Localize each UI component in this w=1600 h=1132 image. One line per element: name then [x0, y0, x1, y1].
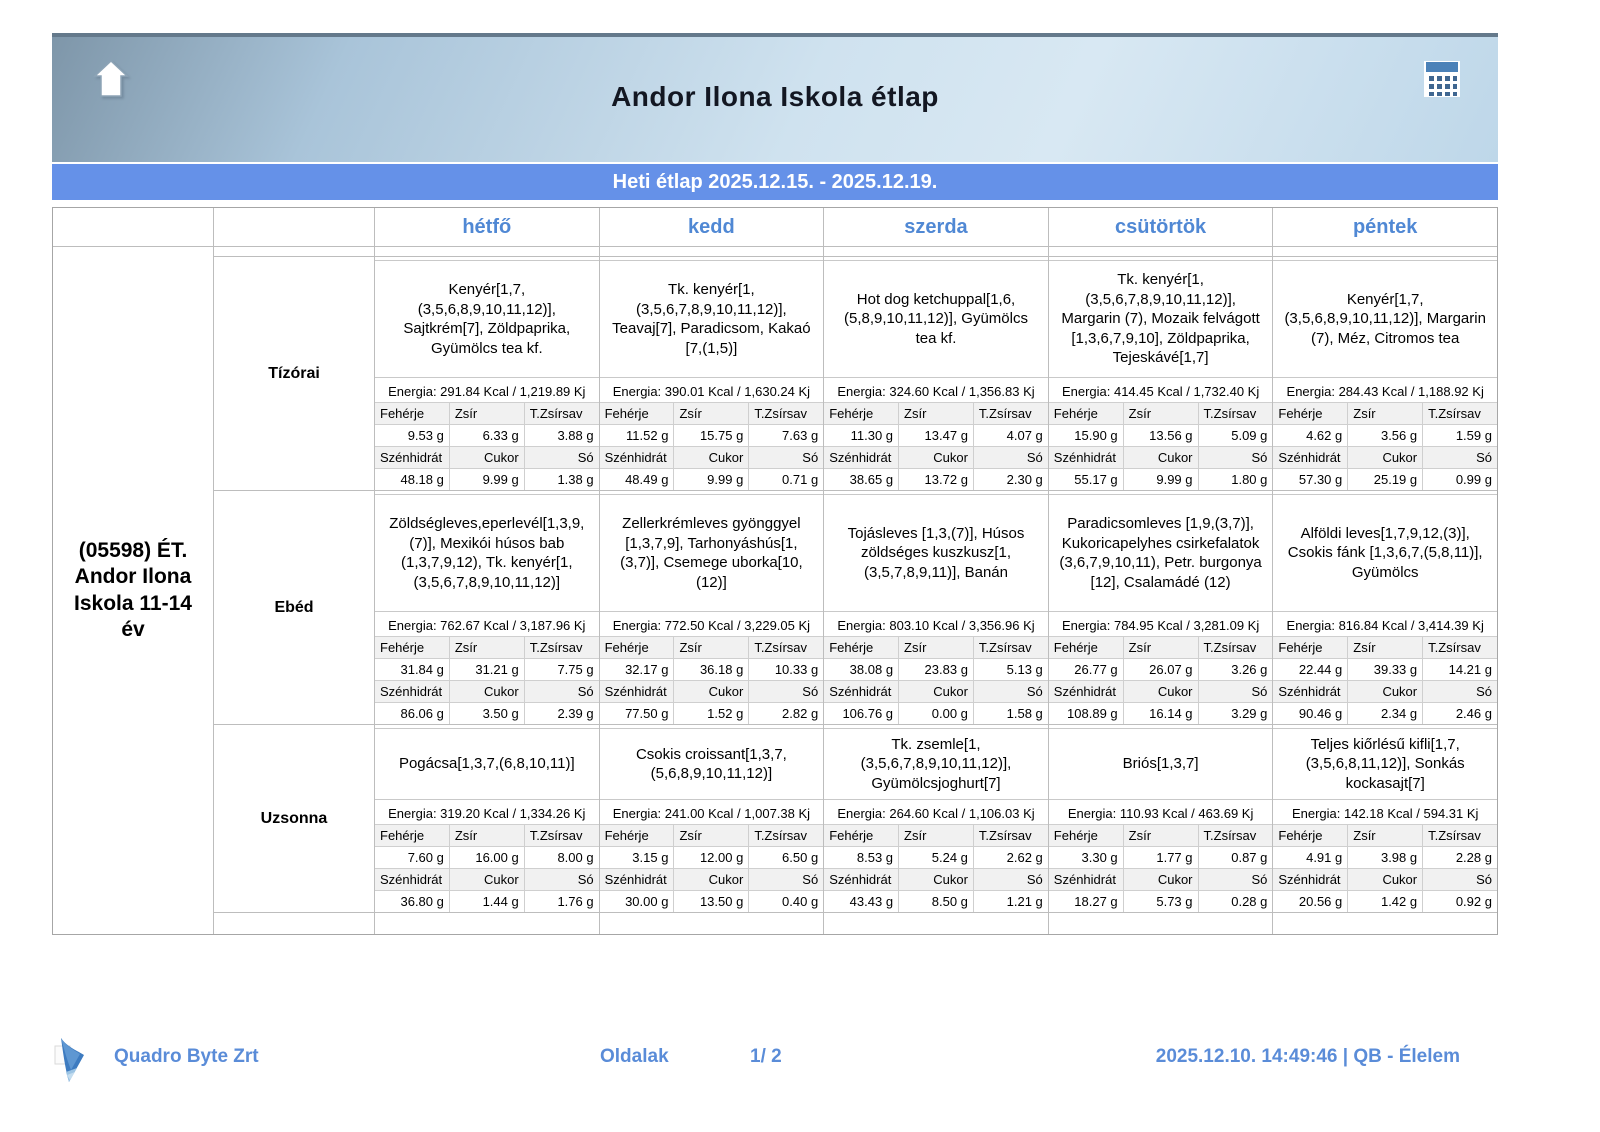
- nutrient-value-cukor: 0.00 g: [899, 703, 973, 724]
- nutrient-table: [824, 803, 1048, 912]
- nutrient-value-cukor: 5.73 g: [1124, 891, 1198, 912]
- nutrient-value-feherje: 11.52 g: [600, 425, 674, 446]
- nutrient-header-szenhidrat: Szénhidrát: [600, 681, 674, 702]
- nutrient-value-zsir: 26.07 g: [1124, 659, 1198, 680]
- nutrient-value-szenhidrat: 43.43 g: [824, 891, 898, 912]
- nutrient-table: [1273, 803, 1497, 912]
- table-bottom-cell: [600, 913, 824, 934]
- nutrient-header-zsir: Zsír: [674, 403, 748, 424]
- energia-row: Energia: 414.45 Kcal / 1,732.40 Kj: [1049, 381, 1273, 402]
- nutrient-header-cukor: Cukor: [674, 681, 748, 702]
- nutrient-value-so: 2.39 g: [525, 703, 599, 724]
- group-label-cell: (05598) ÉT. Andor Ilona Iskola 11-14 év: [53, 247, 213, 934]
- nutrient-value-szenhidrat: 77.50 g: [600, 703, 674, 724]
- nutrient-header-zsir: Zsír: [1348, 825, 1422, 846]
- nutrient-header-so: Só: [1423, 869, 1497, 890]
- nutrient-header-feherje: Fehérje: [824, 825, 898, 846]
- menu-table: [52, 207, 1498, 935]
- nutrient-table: [1273, 381, 1497, 490]
- meal-label-ebed: Ebéd: [214, 491, 374, 724]
- nutrient-table: [1049, 803, 1273, 912]
- nutrient-table: [600, 803, 824, 912]
- meal-description: Hot dog ketchuppal[1,6, (5,8,9,10,11,12)], Gyümölcs tea kf.: [824, 260, 1048, 378]
- nutrient-header-so: Só: [749, 681, 823, 702]
- footer-page-number: 1/ 2: [750, 1046, 782, 1067]
- nutrient-value-szenhidrat: 36.80 g: [375, 891, 449, 912]
- nutrient-header-feherje: Fehérje: [824, 403, 898, 424]
- nutrient-header-tzsirsav: T.Zsírsav: [1199, 825, 1273, 846]
- nutrient-header-szenhidrat: Szénhidrát: [1049, 681, 1123, 702]
- nutrient-value-zsir: 3.98 g: [1348, 847, 1422, 868]
- meal-description: Paradicsomleves [1,9,(3,7)], Kukoricapelyhes csirkefalatok (3,6,7,9,10,11), Petr. burgonya [12], Csalamádé (12): [1049, 494, 1273, 612]
- table-corner-cell: [214, 208, 374, 246]
- nutrient-header-feherje: Fehérje: [600, 825, 674, 846]
- nutrient-header-tzsirsav: T.Zsírsav: [1199, 637, 1273, 658]
- day-meal-cell: [824, 725, 1048, 912]
- nutrient-header-tzsirsav: T.Zsírsav: [749, 403, 823, 424]
- nutrient-value-feherje: 26.77 g: [1049, 659, 1123, 680]
- nutrient-value-feherje: 4.62 g: [1273, 425, 1347, 446]
- nutrient-value-cukor: 8.50 g: [899, 891, 973, 912]
- nutrient-header-so: Só: [1423, 681, 1497, 702]
- nutrient-header-szenhidrat: Szénhidrát: [824, 681, 898, 702]
- nutrient-value-feherje: 9.53 g: [375, 425, 449, 446]
- nutrient-header-cukor: Cukor: [450, 869, 524, 890]
- nutrient-header-zsir: Zsír: [899, 403, 973, 424]
- day-meal-cell: [1273, 491, 1497, 724]
- nutrient-value-tzsirsav: 2.28 g: [1423, 847, 1497, 868]
- energia-row: Energia: 142.18 Kcal / 594.31 Kj: [1273, 803, 1497, 824]
- day-meal-cell: [375, 491, 599, 724]
- nutrient-header-zsir: Zsír: [450, 637, 524, 658]
- nutrient-header-cukor: Cukor: [674, 447, 748, 468]
- meal-description: Tk. kenyér[1, (3,5,6,7,8,9,10,11,12)], Teavaj[7], Paradicsom, Kakaó [7,(1,5)]: [600, 260, 824, 378]
- day-header-tuesday: kedd: [600, 208, 824, 246]
- nutrient-header-feherje: Fehérje: [1273, 637, 1347, 658]
- nutrient-header-feherje: Fehérje: [375, 403, 449, 424]
- meal-description: Zöldségleves,eperlevél[1,3,9, (7)], Mexikói húsos bab (1,3,7,9,12), Tk. kenyér[1, (3,5,6,7,8,9,10,11,12)]: [375, 494, 599, 612]
- nutrient-value-so: 2.46 g: [1423, 703, 1497, 724]
- day-meal-cell: [1273, 257, 1497, 490]
- meal-label-tizorai: Tízórai: [214, 257, 374, 490]
- energia-row: Energia: 264.60 Kcal / 1,106.03 Kj: [824, 803, 1048, 824]
- nutrient-header-tzsirsav: T.Zsírsav: [974, 825, 1048, 846]
- nutrient-header-tzsirsav: T.Zsírsav: [1423, 403, 1497, 424]
- nutrient-value-so: 0.40 g: [749, 891, 823, 912]
- nutrient-value-tzsirsav: 3.26 g: [1199, 659, 1273, 680]
- nutrient-value-zsir: 1.77 g: [1124, 847, 1198, 868]
- footer-timestamp: 2025.12.10. 14:49:46 | QB - Élelem: [1155, 1046, 1460, 1067]
- nutrient-value-zsir: 31.21 g: [450, 659, 524, 680]
- nutrient-header-cukor: Cukor: [899, 447, 973, 468]
- nutrient-header-cukor: Cukor: [899, 681, 973, 702]
- nutrient-value-szenhidrat: 18.27 g: [1049, 891, 1123, 912]
- nutrient-table: [375, 381, 599, 490]
- header-underline-strip: [214, 247, 374, 256]
- nutrient-header-zsir: Zsír: [450, 825, 524, 846]
- nutrient-value-feherje: 31.84 g: [375, 659, 449, 680]
- page-title: Andor Ilona Iskola étlap: [611, 81, 939, 112]
- day-meal-cell: [600, 257, 824, 490]
- nutrient-header-cukor: Cukor: [1124, 681, 1198, 702]
- meal-description: Zellerkrémleves gyönggyel [1,3,7,9], Tarhonyáshús[1, (3,7)], Csemege uborka[10, (12)]: [600, 494, 824, 612]
- nutrient-header-szenhidrat: Szénhidrát: [824, 869, 898, 890]
- nutrient-header-szenhidrat: Szénhidrát: [375, 869, 449, 890]
- nutrient-value-so: 0.99 g: [1423, 469, 1497, 490]
- nutrient-value-szenhidrat: 86.06 g: [375, 703, 449, 724]
- nutrient-value-cukor: 9.99 g: [1124, 469, 1198, 490]
- energia-row: Energia: 816.84 Kcal / 3,414.39 Kj: [1273, 615, 1497, 636]
- nutrient-value-so: 1.38 g: [525, 469, 599, 490]
- header-underline-strip: [375, 247, 599, 256]
- energia-row: Energia: 762.67 Kcal / 3,187.96 Kj: [375, 615, 599, 636]
- energia-row: Energia: 291.84 Kcal / 1,219.89 Kj: [375, 381, 599, 402]
- day-meal-cell: [1273, 725, 1497, 912]
- day-meal-cell: [375, 725, 599, 912]
- nutrient-table: [600, 615, 824, 724]
- nutrient-value-cukor: 13.50 g: [674, 891, 748, 912]
- nutrient-value-zsir: 15.75 g: [674, 425, 748, 446]
- nutrient-header-zsir: Zsír: [1124, 825, 1198, 846]
- nutrient-value-cukor: 2.34 g: [1348, 703, 1422, 724]
- nutrient-header-so: Só: [1199, 869, 1273, 890]
- nutrient-header-zsir: Zsír: [1348, 403, 1422, 424]
- nutrient-value-so: 1.80 g: [1199, 469, 1273, 490]
- nutrient-header-tzsirsav: T.Zsírsav: [974, 403, 1048, 424]
- nutrient-value-cukor: 1.42 g: [1348, 891, 1422, 912]
- nutrient-value-zsir: 6.33 g: [450, 425, 524, 446]
- nutrient-value-zsir: 13.56 g: [1124, 425, 1198, 446]
- nutrient-header-cukor: Cukor: [674, 869, 748, 890]
- nutrient-table: [375, 803, 599, 912]
- meal-description: Briós[1,3,7]: [1049, 728, 1273, 800]
- table-bottom-cell: [1049, 913, 1273, 934]
- nutrient-value-szenhidrat: 48.18 g: [375, 469, 449, 490]
- nutrient-header-szenhidrat: Szénhidrát: [600, 447, 674, 468]
- nutrient-value-feherje: 15.90 g: [1049, 425, 1123, 446]
- quadro-byte-logo: [54, 1036, 90, 1089]
- nutrient-table: [1049, 381, 1273, 490]
- nutrient-value-cukor: 13.72 g: [899, 469, 973, 490]
- day-meal-cell: [1049, 257, 1273, 490]
- nutrient-value-feherje: 11.30 g: [824, 425, 898, 446]
- nutrient-header-feherje: Fehérje: [1049, 825, 1123, 846]
- nutrient-header-tzsirsav: T.Zsírsav: [749, 825, 823, 846]
- nutrient-value-feherje: 3.15 g: [600, 847, 674, 868]
- week-range-text: Heti étlap 2025.12.15. - 2025.12.19.: [612, 170, 938, 193]
- nutrient-value-zsir: 5.24 g: [899, 847, 973, 868]
- meal-description: Alföldi leves[1,7,9,12,(3)], Csokis fánk [1,3,6,7,(5,8,11)], Gyümölcs: [1273, 494, 1497, 612]
- day-meal-cell: [600, 725, 824, 912]
- footer-company: Quadro Byte Zrt: [114, 1046, 259, 1067]
- nutrient-header-feherje: Fehérje: [600, 403, 674, 424]
- table-bottom-cell: [1273, 913, 1497, 934]
- nutrient-table: [824, 381, 1048, 490]
- nutrient-header-szenhidrat: Szénhidrát: [1273, 869, 1347, 890]
- nutrient-value-tzsirsav: 5.09 g: [1199, 425, 1273, 446]
- nutrient-value-so: 0.28 g: [1199, 891, 1273, 912]
- day-meal-cell: [824, 257, 1048, 490]
- meal-description: Tk. zsemle[1, (3,5,6,7,8,9,10,11,12)], Gyümölcsjoghurt[7]: [824, 728, 1048, 800]
- nutrient-header-tzsirsav: T.Zsírsav: [1423, 825, 1497, 846]
- nutrient-value-zsir: 36.18 g: [674, 659, 748, 680]
- nutrient-value-cukor: 25.19 g: [1348, 469, 1422, 490]
- nutrient-value-so: 0.71 g: [749, 469, 823, 490]
- nutrient-value-cukor: 9.99 g: [674, 469, 748, 490]
- nutrient-header-feherje: Fehérje: [1049, 637, 1123, 658]
- nutrient-value-zsir: 23.83 g: [899, 659, 973, 680]
- day-header-monday: hétfő: [375, 208, 599, 246]
- nutrient-value-tzsirsav: 1.59 g: [1423, 425, 1497, 446]
- nutrient-value-tzsirsav: 2.62 g: [974, 847, 1048, 868]
- meal-description: Kenyér[1,7, (3,5,6,8,9,10,11,12)], Sajtkrém[7], Zöldpaprika, Gyümölcs tea kf.: [375, 260, 599, 378]
- nutrient-header-cukor: Cukor: [1348, 681, 1422, 702]
- nutrient-value-tzsirsav: 7.75 g: [525, 659, 599, 680]
- nutrient-header-zsir: Zsír: [1348, 637, 1422, 658]
- nutrient-value-feherje: 4.91 g: [1273, 847, 1347, 868]
- header-underline-strip: [1273, 247, 1497, 256]
- nutrient-header-so: Só: [749, 447, 823, 468]
- nutrient-header-tzsirsav: T.Zsírsav: [974, 637, 1048, 658]
- day-header-thursday: csütörtök: [1049, 208, 1273, 246]
- nutrient-value-feherje: 38.08 g: [824, 659, 898, 680]
- nutrient-header-zsir: Zsír: [1124, 637, 1198, 658]
- nutrient-value-tzsirsav: 8.00 g: [525, 847, 599, 868]
- nutrient-value-zsir: 3.56 g: [1348, 425, 1422, 446]
- energia-row: Energia: 772.50 Kcal / 3,229.05 Kj: [600, 615, 824, 636]
- nutrient-header-zsir: Zsír: [1124, 403, 1198, 424]
- nutrient-header-szenhidrat: Szénhidrát: [1049, 869, 1123, 890]
- nutrient-value-feherje: 3.30 g: [1049, 847, 1123, 868]
- nutrient-table: [1273, 615, 1497, 724]
- nutrient-value-cukor: 9.99 g: [450, 469, 524, 490]
- nutrient-header-cukor: Cukor: [1124, 869, 1198, 890]
- nutrient-header-szenhidrat: Szénhidrát: [1049, 447, 1123, 468]
- nutrient-value-szenhidrat: 106.76 g: [824, 703, 898, 724]
- nutrient-value-tzsirsav: 3.88 g: [525, 425, 599, 446]
- nutrient-header-feherje: Fehérje: [600, 637, 674, 658]
- nutrient-header-tzsirsav: T.Zsírsav: [525, 403, 599, 424]
- nutrient-header-feherje: Fehérje: [1273, 403, 1347, 424]
- nutrient-header-tzsirsav: T.Zsírsav: [1199, 403, 1273, 424]
- energia-row: Energia: 241.00 Kcal / 1,007.38 Kj: [600, 803, 824, 824]
- day-meal-cell: [1049, 725, 1273, 912]
- nutrient-header-feherje: Fehérje: [1273, 825, 1347, 846]
- nutrient-header-szenhidrat: Szénhidrát: [375, 447, 449, 468]
- nutrient-header-szenhidrat: Szénhidrát: [824, 447, 898, 468]
- nutrient-header-so: Só: [1199, 447, 1273, 468]
- nutrient-header-cukor: Cukor: [1348, 869, 1422, 890]
- nutrient-value-feherje: 32.17 g: [600, 659, 674, 680]
- nutrient-header-cukor: Cukor: [1124, 447, 1198, 468]
- day-meal-cell: [375, 257, 599, 490]
- nutrient-value-feherje: 7.60 g: [375, 847, 449, 868]
- nutrient-header-szenhidrat: Szénhidrát: [1273, 447, 1347, 468]
- nutrient-value-zsir: 16.00 g: [450, 847, 524, 868]
- nutrient-value-so: 1.21 g: [974, 891, 1048, 912]
- nutrient-table: [824, 615, 1048, 724]
- nutrient-header-cukor: Cukor: [899, 869, 973, 890]
- day-meal-cell: [1049, 491, 1273, 724]
- nutrient-value-feherje: 22.44 g: [1273, 659, 1347, 680]
- nutrient-header-zsir: Zsír: [899, 825, 973, 846]
- nutrient-header-so: Só: [974, 447, 1048, 468]
- energia-row: Energia: 284.43 Kcal / 1,188.92 Kj: [1273, 381, 1497, 402]
- nutrient-header-so: Só: [974, 681, 1048, 702]
- nutrient-header-cukor: Cukor: [1348, 447, 1422, 468]
- page-footer: [52, 1030, 1498, 1100]
- day-header-friday: péntek: [1273, 208, 1497, 246]
- nutrient-header-feherje: Fehérje: [824, 637, 898, 658]
- nutrient-header-cukor: Cukor: [450, 681, 524, 702]
- table-bottom-cell: [375, 913, 599, 934]
- header-underline-strip: [1049, 247, 1273, 256]
- nutrient-header-so: Só: [974, 869, 1048, 890]
- nutrient-value-so: 0.92 g: [1423, 891, 1497, 912]
- energia-row: Energia: 784.95 Kcal / 3,281.09 Kj: [1049, 615, 1273, 636]
- nutrient-header-szenhidrat: Szénhidrát: [1273, 681, 1347, 702]
- nutrient-header-feherje: Fehérje: [375, 825, 449, 846]
- nutrient-header-zsir: Zsír: [674, 637, 748, 658]
- meal-description: Pogácsa[1,3,7,(6,8,10,11)]: [375, 728, 599, 800]
- meal-description: Csokis croissant[1,3,7, (5,6,8,9,10,11,12)]: [600, 728, 824, 800]
- nutrient-table: [600, 381, 824, 490]
- nutrient-value-so: 1.76 g: [525, 891, 599, 912]
- header-banner: [52, 33, 1498, 162]
- nutrient-value-zsir: 39.33 g: [1348, 659, 1422, 680]
- nutrient-header-so: Só: [749, 869, 823, 890]
- meal-description: Tk. kenyér[1, (3,5,6,7,8,9,10,11,12)], Margarin (7), Mozaik felvágott [1,3,6,7,9,10], Zöldpaprika, Tejeskávé[1,7]: [1049, 260, 1273, 378]
- nutrient-header-so: Só: [525, 869, 599, 890]
- nutrient-value-so: 2.30 g: [974, 469, 1048, 490]
- nutrient-value-tzsirsav: 4.07 g: [974, 425, 1048, 446]
- nutrient-table: [1049, 615, 1273, 724]
- nutrient-header-tzsirsav: T.Zsírsav: [525, 825, 599, 846]
- nutrient-value-szenhidrat: 48.49 g: [600, 469, 674, 490]
- footer-pages-label: Oldalak: [600, 1046, 669, 1067]
- energia-row: Energia: 110.93 Kcal / 463.69 Kj: [1049, 803, 1273, 824]
- nutrient-value-so: 2.82 g: [749, 703, 823, 724]
- nutrient-value-szenhidrat: 108.89 g: [1049, 703, 1123, 724]
- nutrient-value-cukor: 3.50 g: [450, 703, 524, 724]
- nutrient-value-tzsirsav: 10.33 g: [749, 659, 823, 680]
- header-underline-strip: [600, 247, 824, 256]
- meal-description: Kenyér[1,7, (3,5,6,8,9,10,11,12)], Margarin (7), Méz, Citromos tea: [1273, 260, 1497, 378]
- nutrient-header-so: Só: [525, 681, 599, 702]
- nutrient-value-szenhidrat: 55.17 g: [1049, 469, 1123, 490]
- energia-row: Energia: 390.01 Kcal / 1,630.24 Kj: [600, 381, 824, 402]
- nutrient-value-so: 1.58 g: [974, 703, 1048, 724]
- nutrient-header-so: Só: [1423, 447, 1497, 468]
- nutrient-value-tzsirsav: 7.63 g: [749, 425, 823, 446]
- nutrient-value-cukor: 1.44 g: [450, 891, 524, 912]
- nutrient-value-cukor: 16.14 g: [1124, 703, 1198, 724]
- energia-row: Energia: 319.20 Kcal / 1,334.26 Kj: [375, 803, 599, 824]
- nutrient-value-zsir: 13.47 g: [899, 425, 973, 446]
- calendar-icon[interactable]: [1422, 59, 1462, 99]
- day-meal-cell: [824, 491, 1048, 724]
- day-header-wednesday: szerda: [824, 208, 1048, 246]
- nutrient-header-tzsirsav: T.Zsírsav: [1423, 637, 1497, 658]
- nutrient-header-cukor: Cukor: [450, 447, 524, 468]
- energia-row: Energia: 803.10 Kcal / 3,356.96 Kj: [824, 615, 1048, 636]
- energia-row: Energia: 324.60 Kcal / 1,356.83 Kj: [824, 381, 1048, 402]
- week-range-bar: [52, 164, 1498, 200]
- nutrient-value-tzsirsav: 6.50 g: [749, 847, 823, 868]
- nutrient-value-szenhidrat: 20.56 g: [1273, 891, 1347, 912]
- nutrient-header-tzsirsav: T.Zsírsav: [525, 637, 599, 658]
- nutrient-header-so: Só: [525, 447, 599, 468]
- nutrient-header-tzsirsav: T.Zsírsav: [749, 637, 823, 658]
- nutrient-value-feherje: 8.53 g: [824, 847, 898, 868]
- nutrient-value-szenhidrat: 57.30 g: [1273, 469, 1347, 490]
- meal-description: Teljes kiőrlésű kifli[1,7, (3,5,6,8,11,12)], Sonkás kockasajt[7]: [1273, 728, 1497, 800]
- nutrient-table: [375, 615, 599, 724]
- table-corner-cell: [53, 208, 213, 246]
- nutrient-header-feherje: Fehérje: [1049, 403, 1123, 424]
- nutrient-value-cukor: 1.52 g: [674, 703, 748, 724]
- nutrient-header-szenhidrat: Szénhidrát: [600, 869, 674, 890]
- day-meal-cell: [600, 491, 824, 724]
- nutrient-value-szenhidrat: 30.00 g: [600, 891, 674, 912]
- meal-description: Tojásleves [1,3,(7)], Húsos zöldséges kuszkusz[1, (3,5,7,8,9,11)], Banán: [824, 494, 1048, 612]
- nutrient-header-zsir: Zsír: [674, 825, 748, 846]
- meal-label-uzsonna: Uzsonna: [214, 725, 374, 912]
- nutrient-header-so: Só: [1199, 681, 1273, 702]
- nutrient-value-zsir: 12.00 g: [674, 847, 748, 868]
- nutrient-header-feherje: Fehérje: [375, 637, 449, 658]
- nutrient-value-tzsirsav: 5.13 g: [974, 659, 1048, 680]
- nutrient-header-zsir: Zsír: [899, 637, 973, 658]
- nutrient-value-tzsirsav: 14.21 g: [1423, 659, 1497, 680]
- table-bottom-cell: [214, 913, 374, 934]
- nutrient-header-szenhidrat: Szénhidrát: [375, 681, 449, 702]
- nutrient-value-so: 3.29 g: [1199, 703, 1273, 724]
- header-underline-strip: [824, 247, 1048, 256]
- nutrient-header-zsir: Zsír: [450, 403, 524, 424]
- nutrient-value-tzsirsav: 0.87 g: [1199, 847, 1273, 868]
- nutrient-value-szenhidrat: 90.46 g: [1273, 703, 1347, 724]
- table-bottom-cell: [824, 913, 1048, 934]
- nutrient-value-szenhidrat: 38.65 g: [824, 469, 898, 490]
